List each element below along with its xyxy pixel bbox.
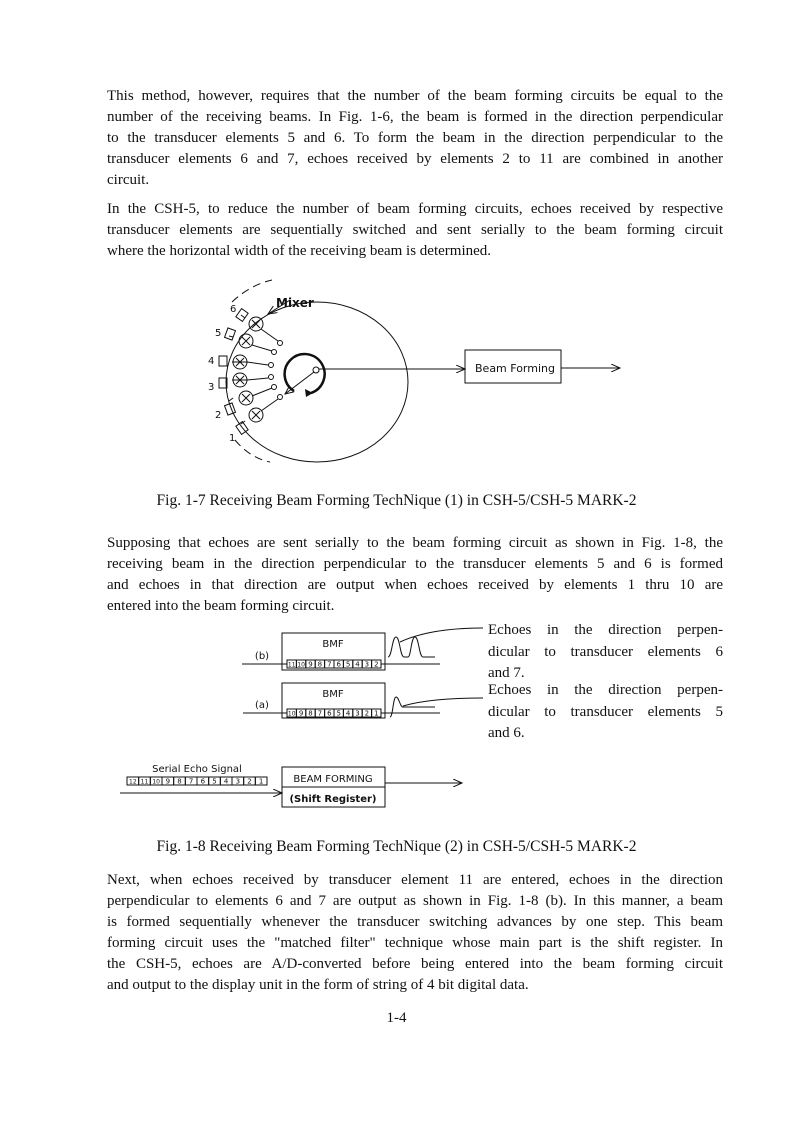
echo-pulse-a <box>390 697 435 717</box>
register-cell-label: 4 <box>223 777 229 786</box>
register-cell-label: 10 <box>152 778 160 786</box>
register-cell-label: 5 <box>336 709 341 718</box>
register-cell-label: 7 <box>327 660 332 669</box>
register-cell-label: 1 <box>258 777 264 786</box>
register-cell-label: 2 <box>247 777 252 786</box>
label-a: (a) <box>255 700 269 711</box>
element-label: 1 <box>229 433 236 444</box>
text-line: dicular to transducer elements 6 <box>488 643 723 660</box>
text-line: and output to the display unit in the form of string of 4 bit digital data. <box>107 977 529 993</box>
figure-1-7-caption: Fig. 1-7 Receiving Beam Forming TechNique (1) in CSH-5/CSH-5 MARK-2 <box>156 492 637 509</box>
register-cell-label: 4 <box>345 709 351 718</box>
register-cell-label: 9 <box>165 777 171 786</box>
text-line: is formed sequentially whenever the transducer switching advances by one step. This beam <box>107 914 723 930</box>
figure-1-8-caption: Fig. 1-8 Receiving Beam Forming TechNique (2) in CSH-5/CSH-5 MARK-2 <box>156 838 637 855</box>
serial-register <box>127 777 267 786</box>
serial-echo-label: Serial Echo Signal <box>152 764 242 775</box>
echo-description-a <box>488 680 723 745</box>
register-cell-label: 7 <box>317 709 323 718</box>
bmf-label: BMF <box>322 689 344 700</box>
register-cell-label: 2 <box>374 660 379 669</box>
register-b <box>287 660 381 669</box>
register-cell-label: 6 <box>336 660 341 669</box>
register-cell-label: 6 <box>200 777 206 786</box>
text-line: number of the receiving beams. In Fig. 1-6, the beam is formed in the direction perpendicular <box>107 109 723 125</box>
text-line: entered into the beam forming circuit. <box>107 598 335 614</box>
beam-forming-label: Beam Forming <box>475 362 555 375</box>
text-line: circuit. <box>107 172 150 188</box>
text-line: transducer elements are sequentially switched and sent serially to the beam forming circuit <box>107 222 723 238</box>
label-b: (b) <box>254 651 270 662</box>
echo-description-b <box>488 620 723 685</box>
register-cell-label: 2 <box>364 709 370 718</box>
register-cell-label: 8 <box>308 709 313 718</box>
text-line: forming circuit uses the "matched filter" technique whose main part is the shift register. In <box>107 935 723 951</box>
register-cell-label: 9 <box>308 660 313 669</box>
text-line: and echoes in that direction are output when echoes received by elements 1 thru 10 are <box>107 577 723 593</box>
register-cell-label: 11 <box>287 661 296 669</box>
text-line: and 6. <box>488 725 525 741</box>
register-cell-label: 3 <box>364 660 370 669</box>
text-line: Next, when echoes received by transducer element 11 are entered, echoes in the direction <box>107 872 723 888</box>
echo-pulses-b <box>388 637 435 657</box>
text-line: Supposing that echoes are sent serially to the beam forming circuit as shown in Fig. 1-8, the <box>107 535 723 551</box>
mixer-label: Mixer <box>276 296 314 310</box>
register-cell-label: 4 <box>355 660 360 669</box>
register-cell-label: 3 <box>355 709 360 718</box>
text-line: transducer elements 6 and 7, echoes received by elements 2 to 11 are combined in another <box>107 151 723 167</box>
text-line: perpendicular to elements 6 and 7 are output as shown in Fig. 1-8 (b). In this manner, a beam <box>107 893 723 909</box>
beam-forming-label: BEAM FORMING <box>293 774 373 785</box>
element-label: 3 <box>208 382 215 393</box>
element-label: 5 <box>215 328 222 339</box>
bmf-label: BMF <box>322 639 344 650</box>
text-line: This method, however, requires that the number of the beam forming circuits be equal to the <box>107 88 723 104</box>
text-line: to the transducer elements 5 and 6. To form the beam in the direction perpendicular to the <box>107 130 723 146</box>
page-number: 1-4 <box>386 1010 407 1026</box>
register-cell-label: 10 <box>287 710 296 718</box>
register-cell-label: 9 <box>298 709 304 718</box>
register-cell-label: 5 <box>345 660 351 669</box>
register-cell-label: 3 <box>235 777 241 786</box>
text-line: and 7. <box>488 665 525 681</box>
text-line: the CSH-5, echoes are A/D-converted before being entered into the beam forming circuit <box>107 956 723 972</box>
register-cell-label: 8 <box>317 660 323 669</box>
text-line: where the horizontal width of the receiving beam is determined. <box>107 243 492 259</box>
register-cell-label: 5 <box>212 777 217 786</box>
register-cell-label: 11 <box>140 778 149 786</box>
text-line: Echoes in the direction perpen- <box>488 622 723 638</box>
text-line: dicular to transducer elements 5 <box>488 703 723 720</box>
paragraph-4 <box>107 870 723 996</box>
register-cell-label: 7 <box>188 777 194 786</box>
element-label: 2 <box>215 410 222 421</box>
element-label: 6 <box>230 304 237 315</box>
register-cell-label: 12 <box>129 778 137 786</box>
text-line: In the CSH-5, to reduce the number of beam forming circuits, echoes received by respective <box>107 201 723 217</box>
register-cell-label: 10 <box>297 661 305 669</box>
shift-register-label: (Shift Register) <box>289 794 377 805</box>
register-cell-label: 6 <box>327 709 332 718</box>
register-cell-label: 1 <box>374 709 379 718</box>
leader-line <box>403 698 483 706</box>
element-label: 4 <box>208 356 215 367</box>
register-a <box>287 709 381 718</box>
text-line: Echoes in the direction perpen- <box>488 682 723 698</box>
register-cell-label: 8 <box>177 777 182 786</box>
text-line: receiving beam in the direction perpendicular to the transducer elements 5 and 6 is formed <box>107 556 723 572</box>
